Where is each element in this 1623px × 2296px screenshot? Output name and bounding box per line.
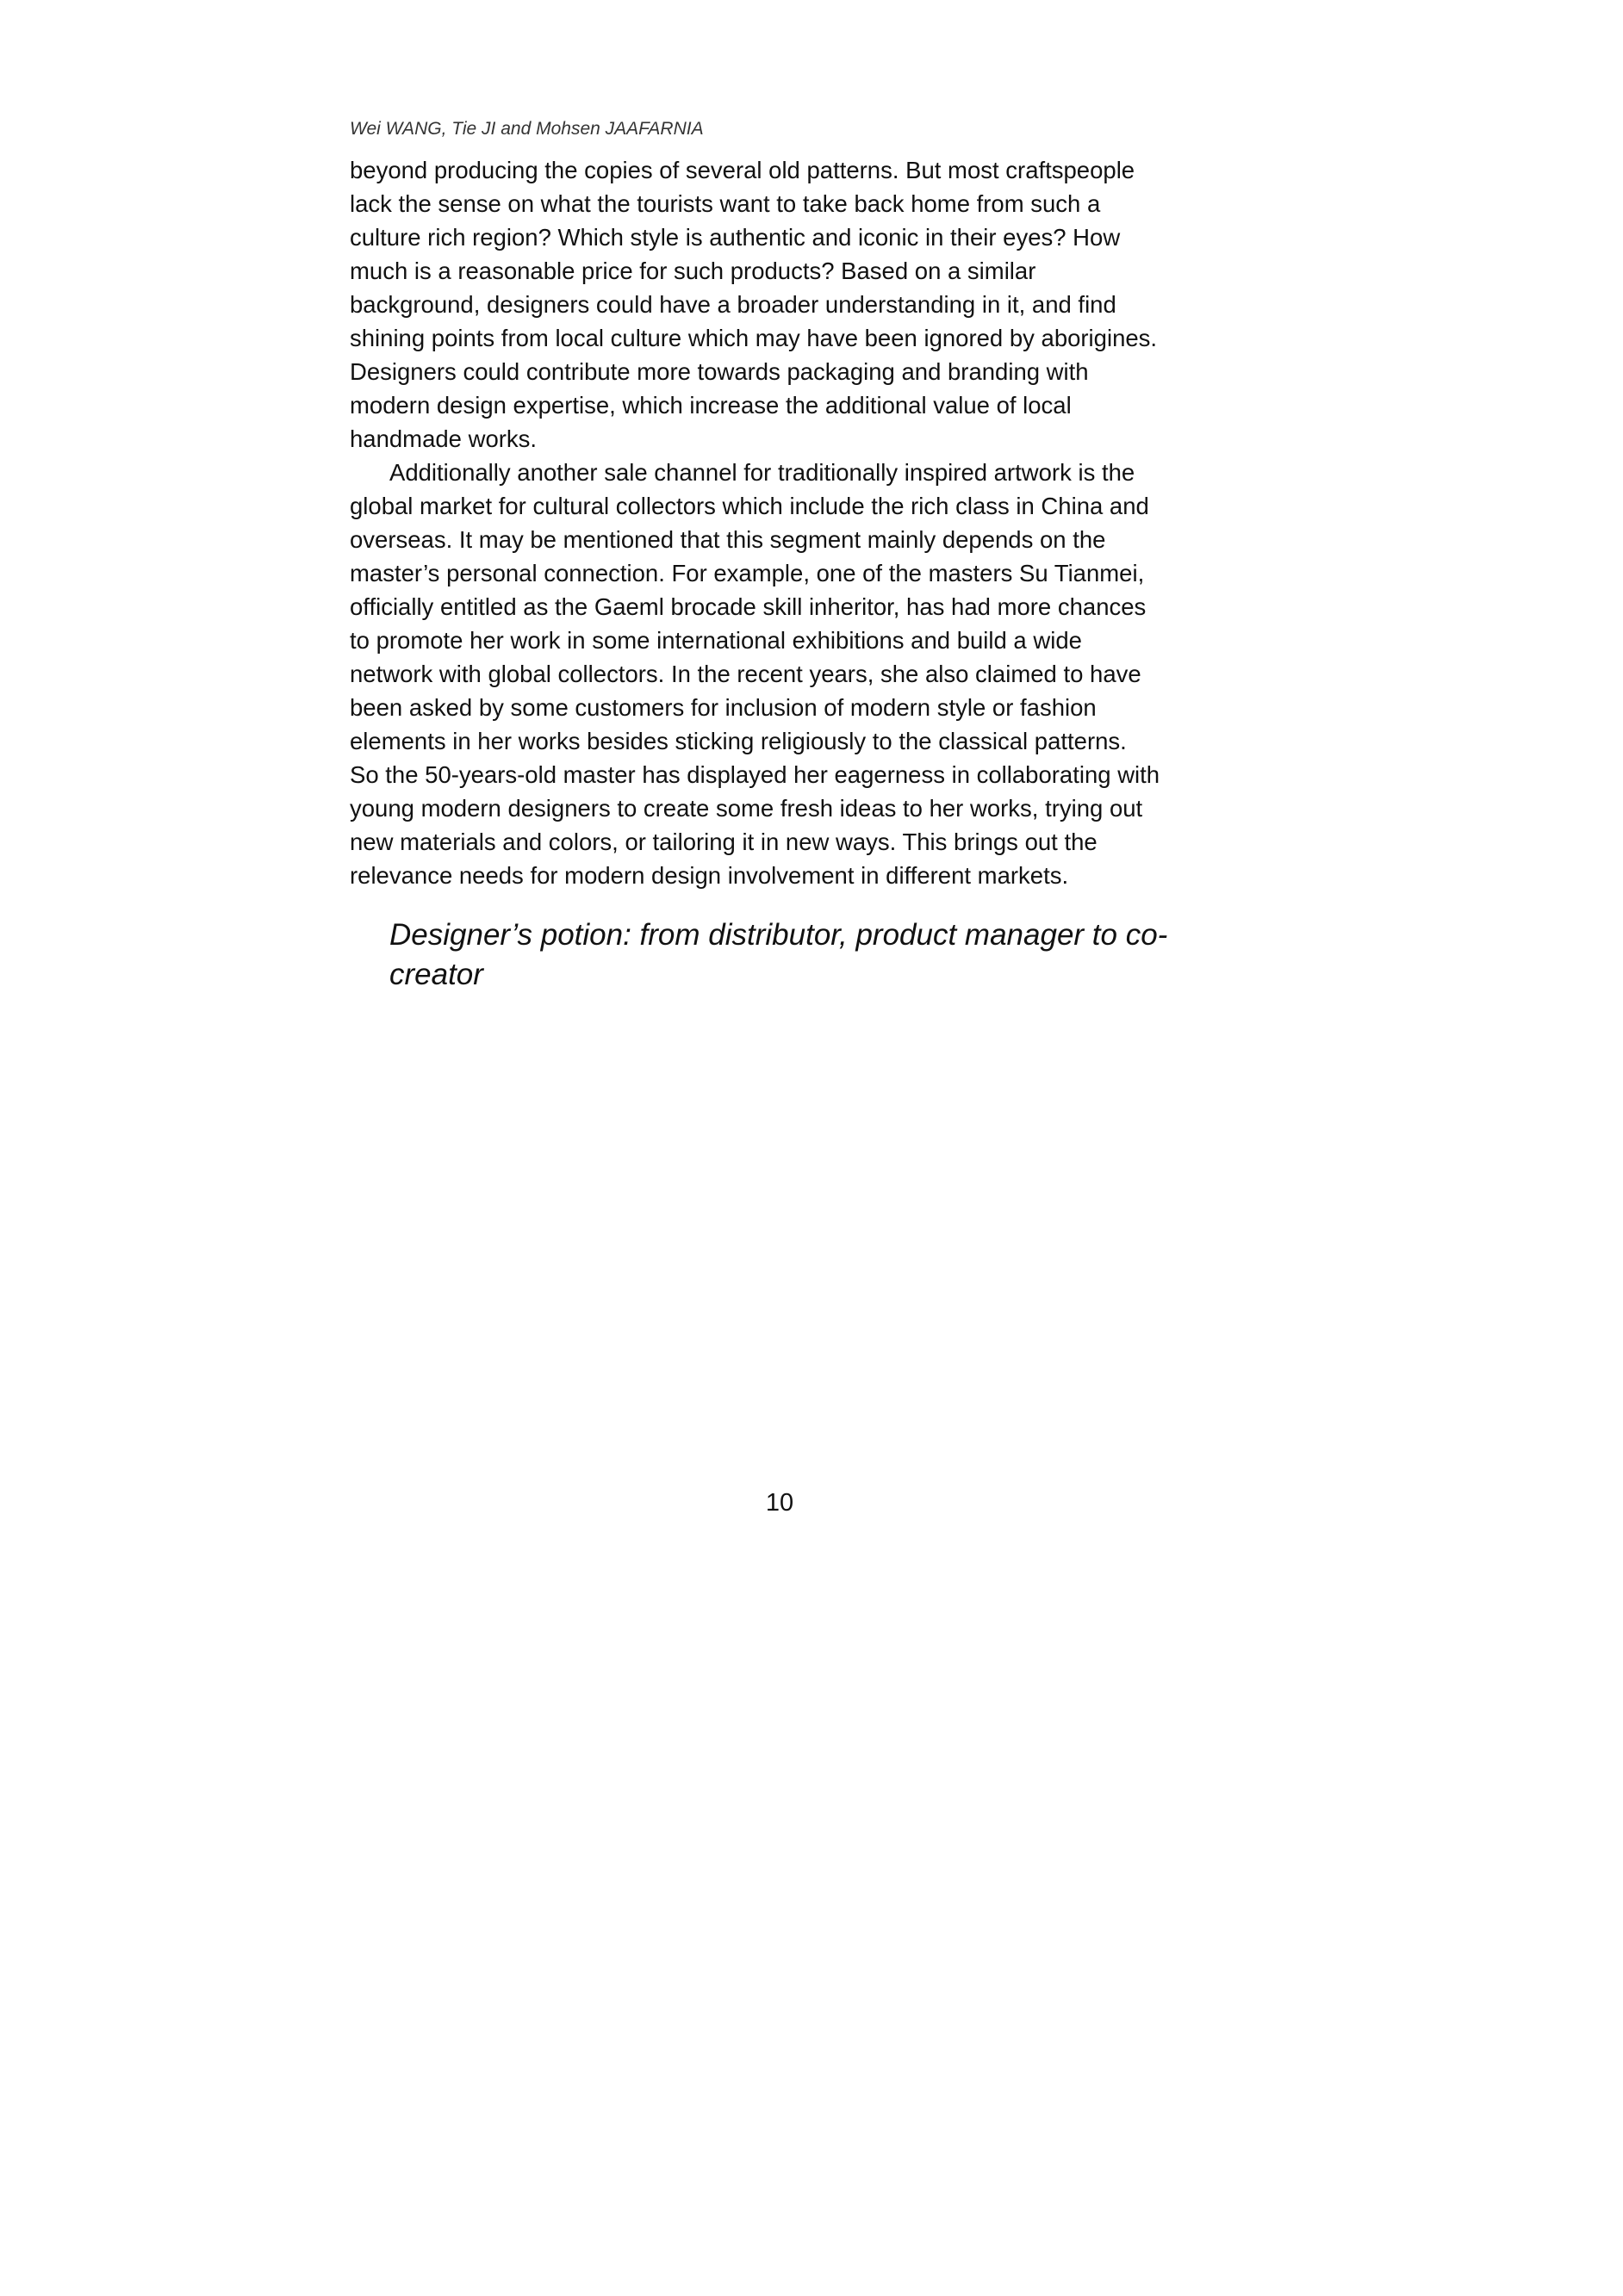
section-heading-line: Designer’s potion: from distributor, product manager to co-	[389, 918, 1168, 952]
paragraph-1	[350, 153, 1220, 456]
text-line: officially entitled as the Gaeml brocade skill inheritor, has had more chances	[350, 593, 1147, 620]
text-line: elements in her works besides sticking religiously to the classical patterns.	[350, 728, 1127, 754]
text-line: shining points from local culture which may have been ignored by aborigines.	[350, 325, 1158, 351]
text-line: beyond producing the copies of several old patterns. But most craftspeople	[350, 157, 1135, 183]
paragraph-2	[350, 456, 1220, 892]
text-line: overseas. It may be mentioned that this segment mainly depends on the	[350, 526, 1106, 553]
section-heading-line: creator	[389, 958, 483, 991]
text-line: young modern designers to create some fresh ideas to her works, trying out	[350, 795, 1143, 822]
text-line: to promote her work in some international exhibitions and build a wide	[350, 627, 1082, 654]
text-line: relevance needs for modern design involvement in different markets.	[350, 862, 1069, 889]
body-text	[350, 153, 1220, 892]
text-line: been asked by some customers for inclusion of modern style or fashion	[350, 694, 1097, 721]
text-line: network with global collectors. In the recent years, she also claimed to have	[350, 661, 1141, 687]
text-line: background, designers could have a broader understanding in it, and find	[350, 291, 1116, 318]
text-line: modern design expertise, which increase the additional value of local	[350, 392, 1072, 419]
text-line: lack the sense on what the tourists want to take back home from such a	[350, 190, 1101, 217]
text-line: So the 50-years-old master has displayed her eagerness in collaborating with	[350, 761, 1160, 788]
text-line: master’s personal connection. For example, one of the masters Su Tianmei,	[350, 560, 1145, 586]
text-line: handmade works.	[350, 425, 538, 452]
text-line: global market for cultural collectors which include the rich class in China and	[350, 493, 1149, 519]
text-line-indented: Additionally another sale channel for traditionally inspired artwork is the	[389, 459, 1135, 486]
section-heading	[389, 915, 1216, 995]
text-line: Designers could contribute more towards packaging and branding with	[350, 358, 1089, 385]
text-line: new materials and colors, or tailoring it in new ways. This brings out the	[350, 828, 1098, 855]
page-number: 10	[765, 1489, 794, 1517]
text-line: culture rich region? Which style is authentic and iconic in their eyes? How	[350, 224, 1121, 251]
text-line: much is a reasonable price for such products? Based on a similar	[350, 258, 1036, 284]
running-head-authors: Wei WANG, Tie JI and Mohsen JAAFARNIA	[350, 119, 704, 139]
